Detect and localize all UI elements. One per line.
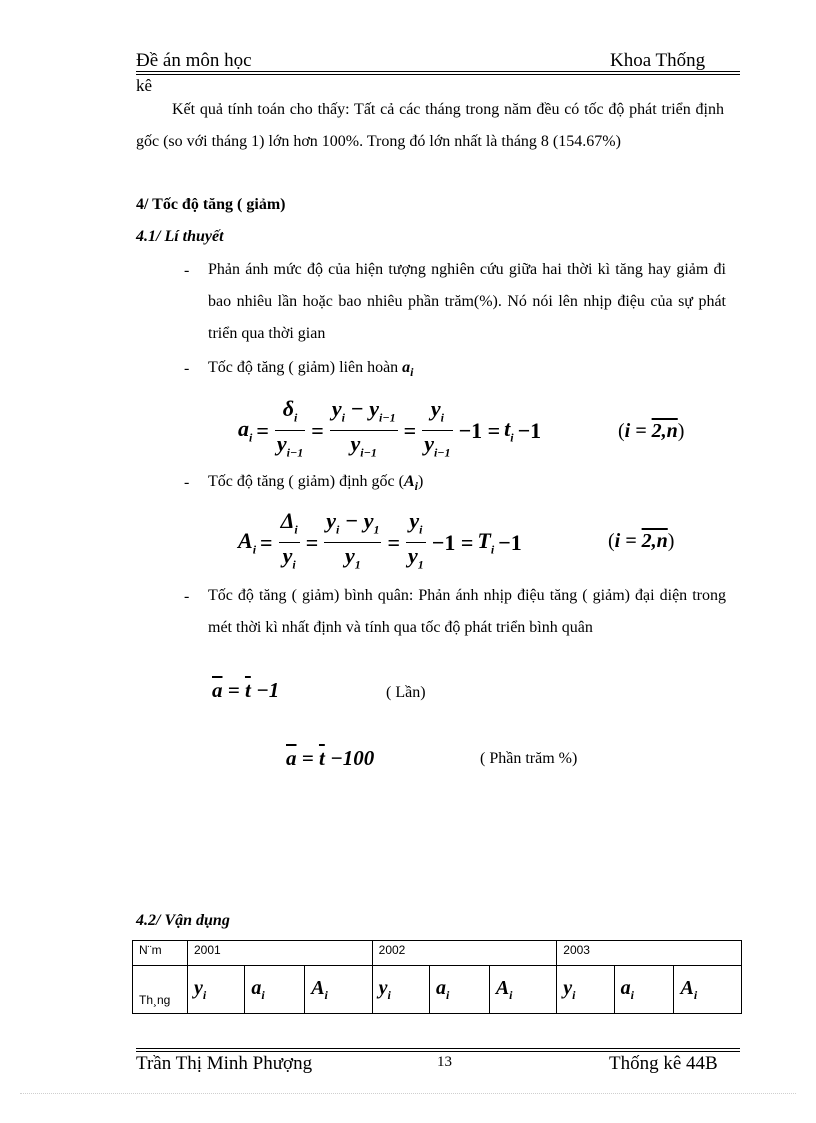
table-cell-symbol: $A_i$ xyxy=(674,966,742,1014)
footer-class: Thống kê 44B xyxy=(609,1053,718,1074)
table-row xyxy=(133,966,742,1014)
table-cell-symbol: $A_i$ xyxy=(305,966,372,1014)
table-cell-year-2003: 2003 xyxy=(557,941,742,966)
bullet-1: Phản ánh mức độ của hiện tượng nghiên cứu giữa hai thời kì tăng hay giảm đi bao nhiêu lần hoặc bao nhiêu phần trăm(%). Nó nói lên nhịp điệu của sự phát triển qua thời gian xyxy=(208,261,726,342)
header-left: Đề án môn học xyxy=(136,50,252,71)
formula-average-times: $\overline{a} = \overline{t} -1$ xyxy=(212,678,280,702)
bullet-2: Tốc độ tăng ( giảm) liên hoàn $a_i$ xyxy=(208,359,414,380)
formula-base-growth: $A_i$ = $\frac{\Delta_i}{y_i}$ = $\frac{y_i - y_1}{y_1}$ = $\frac{y_i}{y_1}$ $-1 = T_i -1$ xyxy=(238,508,522,572)
section-4-title: 4/ Tốc độ tăng ( giảm) xyxy=(136,196,286,213)
header-right: Khoa Thống xyxy=(610,50,706,71)
page-bottom-edge xyxy=(20,1093,796,1094)
label-percent: ( Phần trăm %) xyxy=(480,750,578,767)
table-cell-symbol: $a_i$ xyxy=(245,966,305,1014)
footer-rule xyxy=(136,1048,740,1049)
bullet-4: Tốc độ tăng ( giảm) bình quân: Phản ánh nhịp điệu tăng ( giảm) đại diện trong mét thời kì nhất định và tính qua tốc độ phát triển bình quân xyxy=(208,587,726,636)
bullet-3: Tốc độ tăng ( giảm) định gốc $(A_i)$ xyxy=(208,473,424,494)
bullet-dash: - xyxy=(184,262,190,279)
table-cell-symbol: $A_i$ xyxy=(489,966,556,1014)
footer-author: Trần Thị Minh Phượng xyxy=(136,1053,313,1074)
formula-condition-2: (i = 2,n) xyxy=(608,530,675,552)
bullet-dash: - xyxy=(184,588,190,605)
table-cell-year-2002: 2002 xyxy=(372,941,557,966)
section-41-title: 4.1/ Lí thuyết xyxy=(136,228,224,245)
bullet-dash: - xyxy=(184,360,190,377)
bullet-3-text: Tốc độ tăng ( giảm) định gốc ( xyxy=(208,473,404,490)
data-table xyxy=(132,940,742,1014)
formula-chain-growth: $a_i$ = $\frac{\delta_i}{y_{i-1}}$ = $\frac{y_i - y_{i-1}}{y_{i-1}}$ = $\frac{y_i}{y_{i-1}}$ $-1 = t_i -1$ xyxy=(238,396,542,460)
bullet-2-text: Tốc độ tăng ( giảm) liên hoàn xyxy=(208,359,399,376)
section-42-title: 4.2/ Vận dụng xyxy=(136,912,230,929)
footer-rule-double xyxy=(136,1051,740,1052)
table-cell-month-label: Th¸ng xyxy=(133,966,188,1014)
table-cell-symbol: $a_i$ xyxy=(429,966,489,1014)
bullet-3-end: ) xyxy=(417,473,424,490)
header-rule xyxy=(136,71,740,72)
footer-page-number: 13 xyxy=(437,1054,452,1070)
intro-text: Kết quả tính toán cho thấy: Tất cả các tháng trong năm đều có tốc độ phát triển định gốc (so với tháng 1) lớn hơn 100%. Trong đó lớn nhất là tháng 8 (154.67%) xyxy=(136,101,724,150)
header-rule-double xyxy=(136,74,740,75)
table-cell-year-2001: 2001 xyxy=(188,941,373,966)
label-lan: ( Lần) xyxy=(386,684,426,701)
formula-condition-1: (i = 2,n) xyxy=(618,420,685,442)
table-cell-year-label: N¨m xyxy=(133,941,188,966)
formula-average-percent: $\overline{a} = \overline{t} -100$ xyxy=(286,746,375,770)
intro-paragraph xyxy=(136,94,724,158)
table-cell-symbol: $y_i$ xyxy=(557,966,614,1014)
table-cell-symbol: $a_i$ xyxy=(614,966,674,1014)
bullet-dash: - xyxy=(184,474,190,491)
header-wrap: kê xyxy=(136,76,153,95)
table-row xyxy=(133,941,742,966)
table-cell-symbol: $y_i$ xyxy=(372,966,429,1014)
table-cell-symbol: $y_i$ xyxy=(188,966,245,1014)
